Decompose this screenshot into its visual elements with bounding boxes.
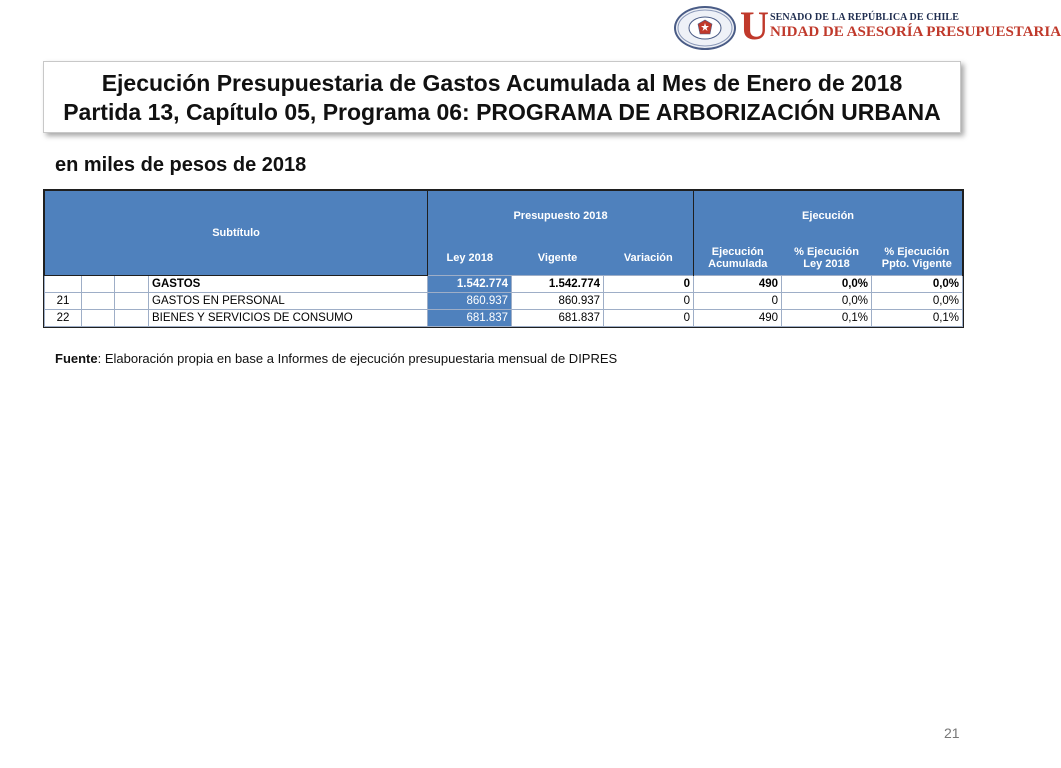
header-pct-ley-line1: % Ejecución [794,246,859,258]
header-subtitulo: Subtítulo [45,191,428,276]
source-text: : Elaboración propia en base a Informes de ejecución presupuestaria mensual de DIPRES [97,351,618,366]
title-line-1: Ejecución Presupuestaria de Gastos Acumulada al Mes de Enero de 2018 [101,70,903,96]
header-pct-vigente [872,241,963,276]
row-variacion: 0 [604,276,694,293]
row-code: 22 [45,310,82,327]
header-ejec-acum-line1: Ejecución [711,246,764,258]
header-pct-vig-line2: Ppto. Vigente [881,258,952,270]
brand-initial: U [740,3,769,48]
header-vigente: Vigente [512,241,604,276]
row-c2 [82,310,115,327]
row-variacion: 0 [604,310,694,327]
header-pct-ley [782,241,872,276]
slide-title-box [43,61,961,133]
row-pct-vigente: 0,1% [872,310,963,327]
row-ley: 681.837 [428,310,512,327]
header-ejecucion: Ejecución [694,191,963,242]
page-number: 21 [944,725,960,741]
row-vigente: 681.837 [512,310,604,327]
header-ejecucion-acumulada [694,241,782,276]
row-variacion: 0 [604,293,694,310]
row-vigente: 860.937 [512,293,604,310]
header-ejec-acum-line2: Acumulada [708,258,768,270]
row-ejecucion: 490 [694,310,782,327]
row-c3 [115,293,149,310]
table-row-bienes-servicios [45,310,963,327]
row-code: 21 [45,293,82,310]
table-row-gastos [45,276,963,293]
table-row-gastos-personal [45,293,963,310]
header-pct-ley-line2: Ley 2018 [803,258,850,270]
row-pct-vigente: 0,0% [872,276,963,293]
row-c2 [82,293,115,310]
budget-table [44,190,963,327]
units-subtitle: en miles de pesos de 2018 [55,154,307,176]
header-presupuesto: Presupuesto 2018 [428,191,694,242]
row-name: BIENES Y SERVICIOS DE CONSUMO [149,310,428,327]
header-variacion: Variación [604,241,694,276]
header-ley: Ley 2018 [428,241,512,276]
source-note [55,351,617,366]
brand-unit-name: NIDAD DE ASESORÍA PRESUPUESTARIA [770,24,1061,40]
row-pct-ley: 0,0% [782,293,872,310]
header-pct-vig-line1: % Ejecución [884,246,950,258]
row-c2 [82,276,115,293]
row-ley: 1.542.774 [428,276,512,293]
source-label: Fuente [55,351,98,366]
row-pct-ley: 0,0% [782,276,872,293]
row-c3 [115,276,149,293]
row-pct-ley: 0,1% [782,310,872,327]
row-c3 [115,310,149,327]
row-code [45,276,82,293]
row-ejecucion: 490 [694,276,782,293]
senate-seal-logo [674,6,736,50]
row-name: GASTOS [149,276,428,293]
row-vigente: 1.542.774 [512,276,604,293]
row-ley: 860.937 [428,293,512,310]
row-pct-vigente: 0,0% [872,293,963,310]
row-ejecucion: 0 [694,293,782,310]
row-name: GASTOS EN PERSONAL [149,293,428,310]
brand-senate-name: SENADO DE LA REPÚBLICA DE CHILE [770,12,959,23]
title-line-2: Partida 13, Capítulo 05, Programa 06: PROGRAMA DE ARBORIZACIÓN URBANA [63,99,941,125]
